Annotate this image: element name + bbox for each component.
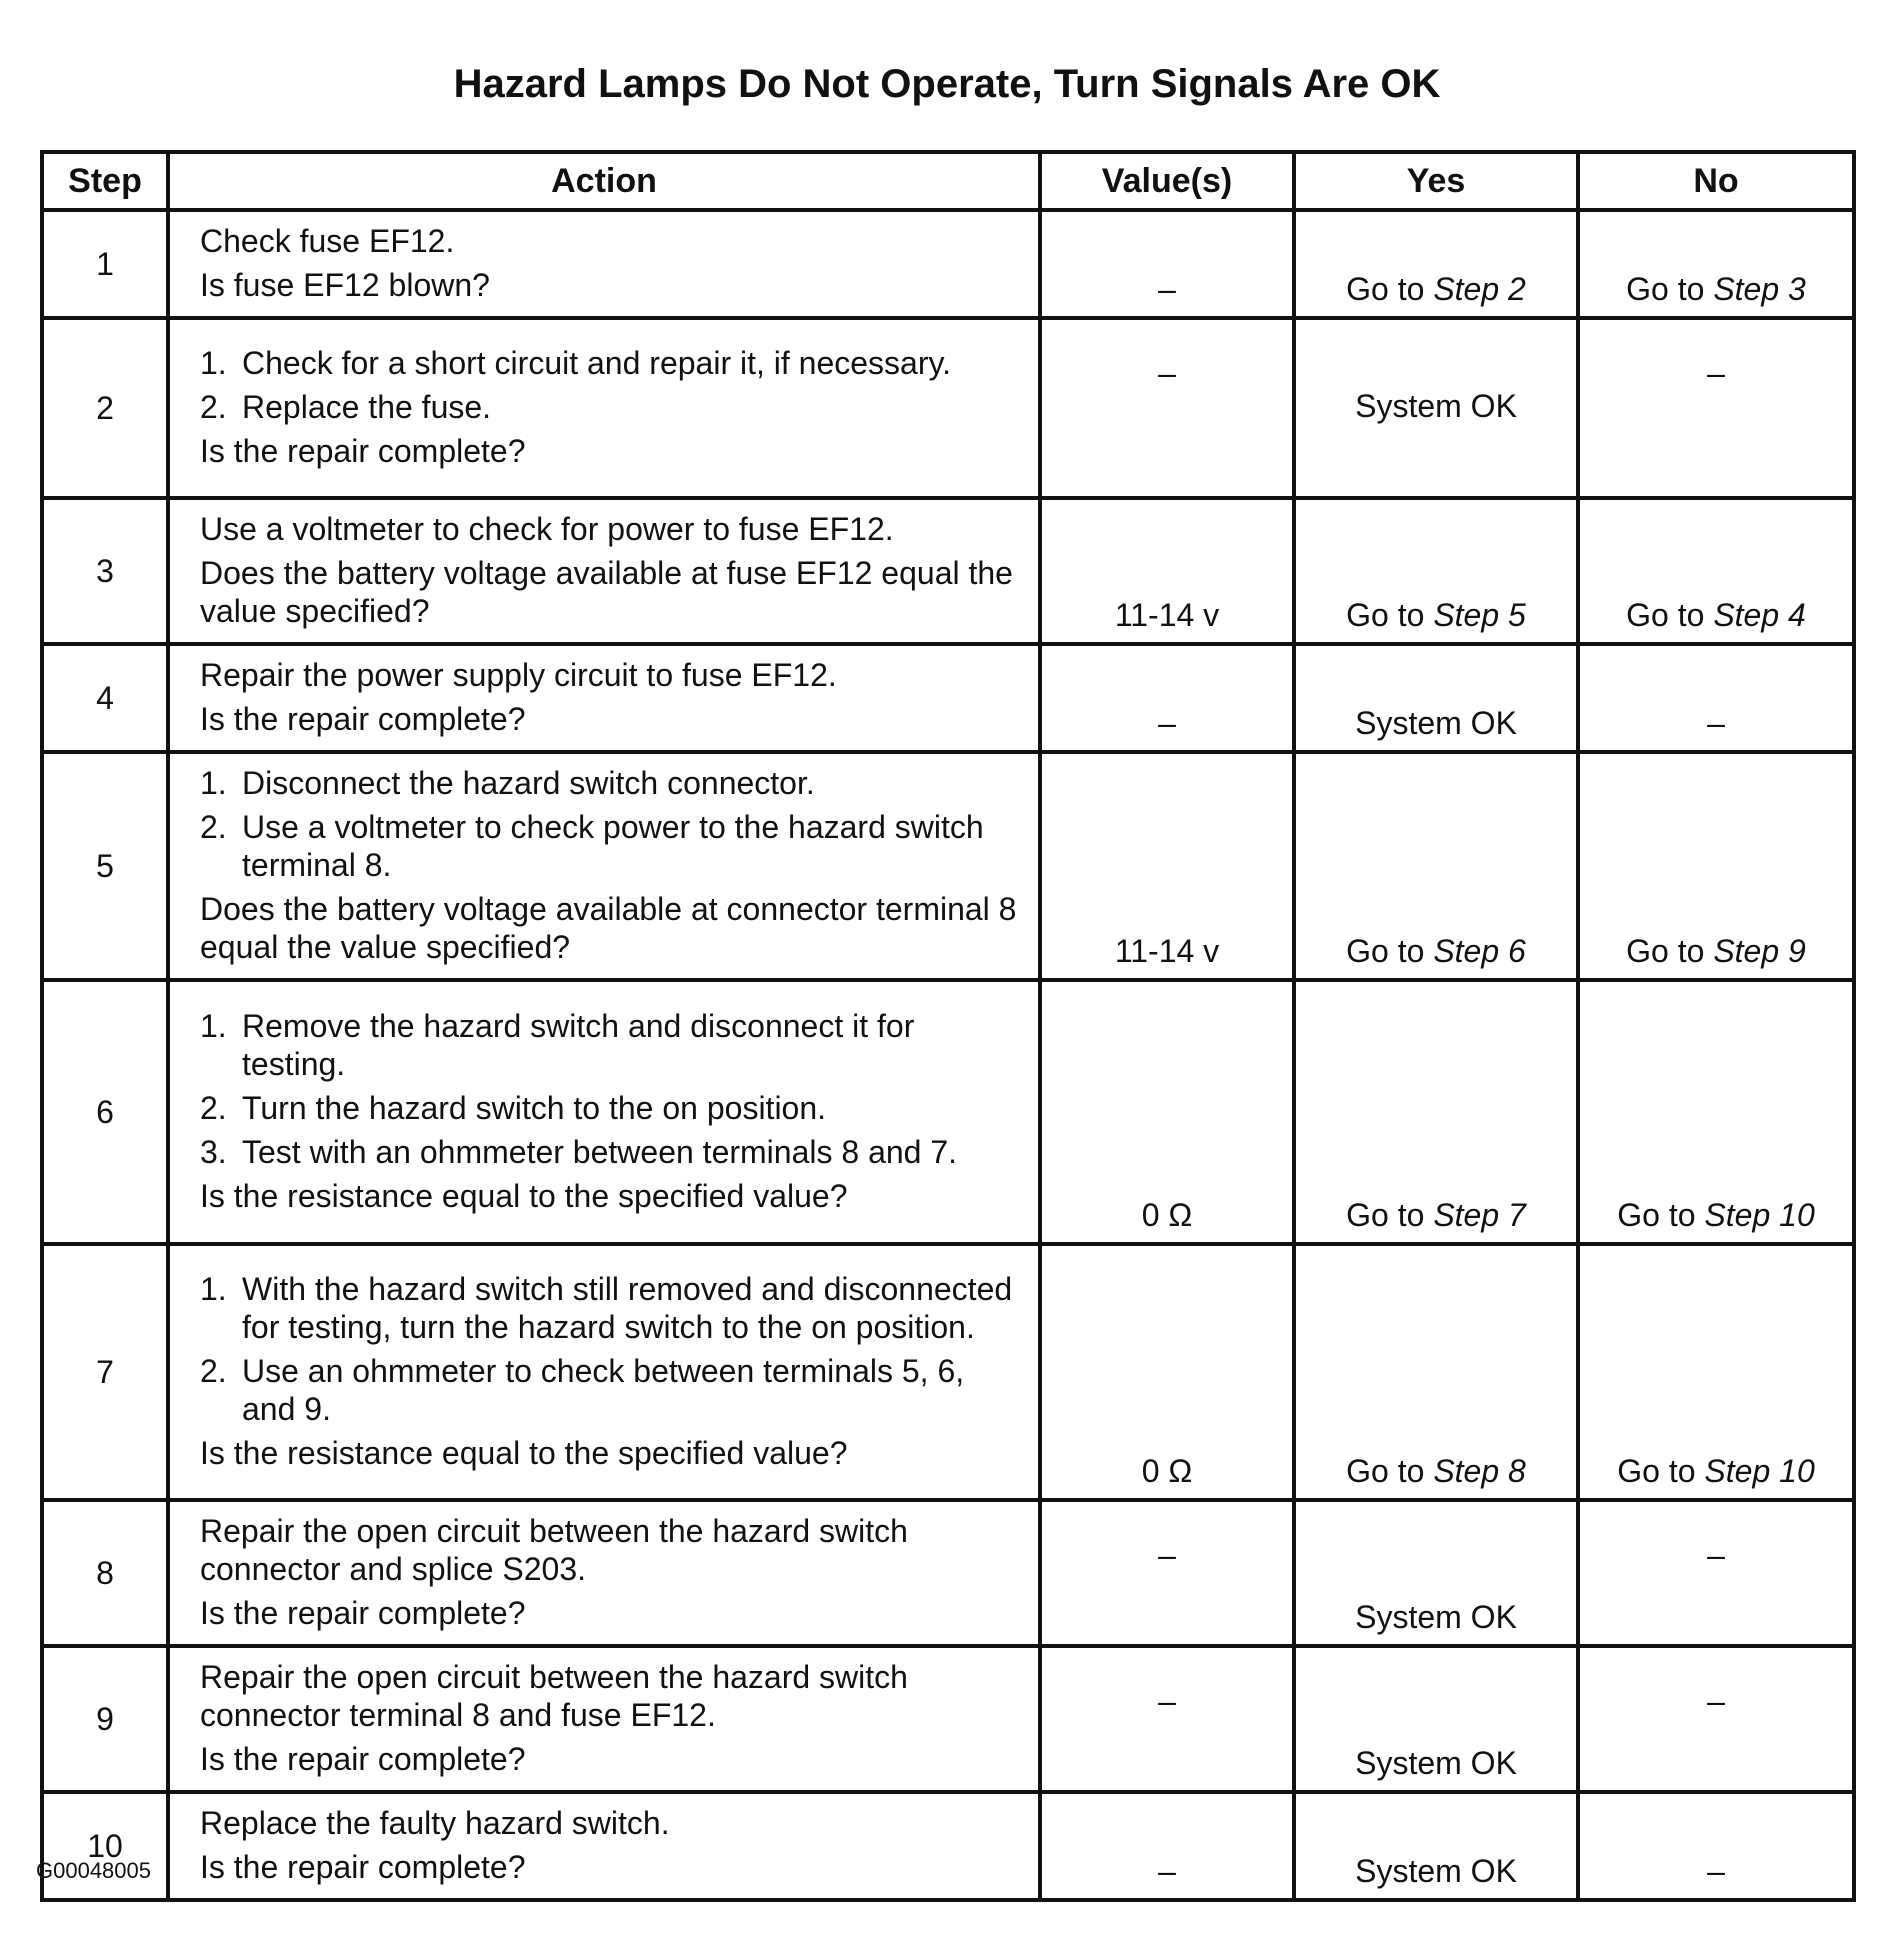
goto-step: Step 2 [1433,271,1526,307]
table-row [42,1792,1854,1900]
table-row [42,980,1854,1244]
action-cell [168,498,1040,644]
goto-step: Step 10 [1704,1197,1815,1233]
value-cell: 0 Ω [1040,980,1294,1244]
substep-text: Turn the hazard switch to the on position. [242,1090,827,1126]
header-step: Step [42,152,168,210]
yes-cell [1294,980,1578,1244]
substep-number: 2. [200,1353,227,1389]
no-cell [1578,210,1854,318]
goto-step: Step 6 [1433,933,1526,969]
substep-number: 2. [200,1090,227,1126]
action-question: Is the resistance equal to the specified value? [200,1178,848,1214]
substep-number: 1. [200,1271,227,1307]
step-number: 2 [42,318,168,498]
yes-cell: System OK [1294,1646,1578,1792]
action-line: Is fuse EF12 blown? [200,267,490,303]
action-cell [168,210,1040,318]
value-cell: – [1040,1646,1294,1792]
action-substep [200,388,1020,426]
goto-step: Step 3 [1713,271,1806,307]
yes-cell: System OK [1294,1792,1578,1900]
action-line: Repair the open circuit between the hazard switch connector terminal 8 and fuse EF12. [200,1659,908,1733]
action-line: Is the repair complete? [200,1849,526,1885]
substep-text: Remove the hazard switch and disconnect it for testing. [242,1008,915,1082]
table-row [42,318,1854,498]
no-cell [1578,752,1854,980]
substep-text: Disconnect the hazard switch connector. [242,765,815,801]
header-action: Action [168,152,1040,210]
value-cell: – [1040,210,1294,318]
value-cell: 0 Ω [1040,1244,1294,1500]
yes-cell: System OK [1294,644,1578,752]
step-number: 4 [42,644,168,752]
step-number: 10 [42,1792,168,1900]
step-number: 3 [42,498,168,644]
step-number: 1 [42,210,168,318]
goto-prefix: Go to [1626,271,1705,307]
goto-step: Step 4 [1713,597,1806,633]
table-row [42,498,1854,644]
goto-prefix: Go to [1346,1453,1425,1489]
table-row [42,1500,1854,1646]
yes-cell: System OK [1294,318,1578,498]
table-row [42,1244,1854,1500]
no-cell: – [1578,1792,1854,1900]
action-cell [168,752,1040,980]
yes-cell: System OK [1294,1500,1578,1646]
action-question: Is the repair complete? [200,433,526,469]
goto-step: Step 7 [1433,1197,1526,1233]
action-line: Check fuse EF12. [200,223,455,259]
substep-number: 2. [200,809,227,845]
action-cell [168,980,1040,1244]
substep-text: With the hazard switch still removed and disconnected for testing, turn the hazard switch to the on position. [242,1271,1013,1345]
goto-step: Step 10 [1704,1453,1815,1489]
goto-prefix: Go to [1626,597,1705,633]
goto-step: Step 9 [1713,933,1806,969]
action-cell [168,1244,1040,1500]
action-substep [200,1133,1020,1171]
no-cell [1578,1244,1854,1500]
substep-number: 1. [200,345,227,381]
action-substep [200,344,1020,382]
action-cell [168,644,1040,752]
table-row [42,752,1854,980]
action-line: Is the repair complete? [200,1595,526,1631]
substep-number: 3. [200,1134,227,1170]
action-line: Repair the open circuit between the hazard switch connector and splice S203. [200,1513,908,1587]
action-line: Is the repair complete? [200,1741,526,1777]
goto-link [1626,271,1806,307]
action-cell [168,318,1040,498]
goto-prefix: Go to [1617,1197,1696,1233]
goto-link [1346,933,1526,969]
no-cell: – [1578,318,1854,498]
yes-cell [1294,1244,1578,1500]
no-cell: – [1578,644,1854,752]
no-cell [1578,498,1854,644]
action-substep [200,1007,1020,1083]
goto-step: Step 8 [1433,1453,1526,1489]
action-substep [200,1270,1020,1346]
goto-link [1617,1197,1814,1233]
header-no: No [1578,152,1854,210]
substep-number: 1. [200,765,227,801]
no-cell: – [1578,1500,1854,1646]
substep-number: 1. [200,1008,227,1044]
value-cell: – [1040,1500,1294,1646]
step-number: 6 [42,980,168,1244]
goto-prefix: Go to [1346,933,1425,969]
goto-link [1626,597,1806,633]
value-cell: – [1040,644,1294,752]
value-cell: 11-14 v [1040,498,1294,644]
value-cell: – [1040,318,1294,498]
step-number: 9 [42,1646,168,1792]
table-header-row [42,152,1854,210]
yes-cell [1294,210,1578,318]
substep-text: Check for a short circuit and repair it, if necessary. [242,345,952,381]
substep-number: 2. [200,389,227,425]
step-number: 7 [42,1244,168,1500]
header-yes: Yes [1294,152,1578,210]
action-substep [200,808,1020,884]
no-cell [1578,980,1854,1244]
action-question: Does the battery voltage available at connector terminal 8 equal the value specified? [200,891,1017,965]
goto-prefix: Go to [1617,1453,1696,1489]
goto-link [1346,1197,1526,1233]
action-question: Is the resistance equal to the specified value? [200,1435,848,1471]
goto-link [1617,1453,1814,1489]
table-row [42,1646,1854,1792]
yes-cell [1294,498,1578,644]
action-substep [200,1089,1020,1127]
table-body [42,210,1854,1900]
table-row [42,644,1854,752]
goto-prefix: Go to [1346,1197,1425,1233]
action-line: Does the battery voltage available at fuse EF12 equal the value specified? [200,555,1013,629]
goto-link [1346,271,1526,307]
action-substep [200,1352,1020,1428]
goto-step: Step 5 [1433,597,1526,633]
step-number: 5 [42,752,168,980]
table-row [42,210,1854,318]
figure-code: G00048005 [36,1858,151,1883]
value-cell: – [1040,1792,1294,1900]
goto-link [1346,1453,1526,1489]
action-line: Replace the faulty hazard switch. [200,1805,670,1841]
action-line: Is the repair complete? [200,701,526,737]
action-line: Use a voltmeter to check for power to fuse EF12. [200,511,894,547]
action-line: Repair the power supply circuit to fuse EF12. [200,657,837,693]
substep-text: Use a voltmeter to check power to the hazard switch terminal 8. [242,809,984,883]
goto-prefix: Go to [1346,271,1425,307]
no-cell: – [1578,1646,1854,1792]
action-cell [168,1500,1040,1646]
yes-cell [1294,752,1578,980]
action-substep [200,764,1020,802]
goto-prefix: Go to [1346,597,1425,633]
header-values: Value(s) [1040,152,1294,210]
goto-prefix: Go to [1626,933,1705,969]
action-cell [168,1646,1040,1792]
step-number: 8 [42,1500,168,1646]
substep-text: Test with an ohmmeter between terminals 8 and 7. [242,1134,958,1170]
substep-text: Use an ohmmeter to check between terminals 5, 6, and 9. [242,1353,965,1427]
action-cell [168,1792,1040,1900]
value-cell: 11-14 v [1040,752,1294,980]
page-title: Hazard Lamps Do Not Operate, Turn Signals Are OK [453,62,1441,106]
goto-link [1346,597,1526,633]
diagnostic-table [40,150,1856,1902]
goto-link [1626,933,1806,969]
substep-text: Replace the fuse. [242,389,492,425]
